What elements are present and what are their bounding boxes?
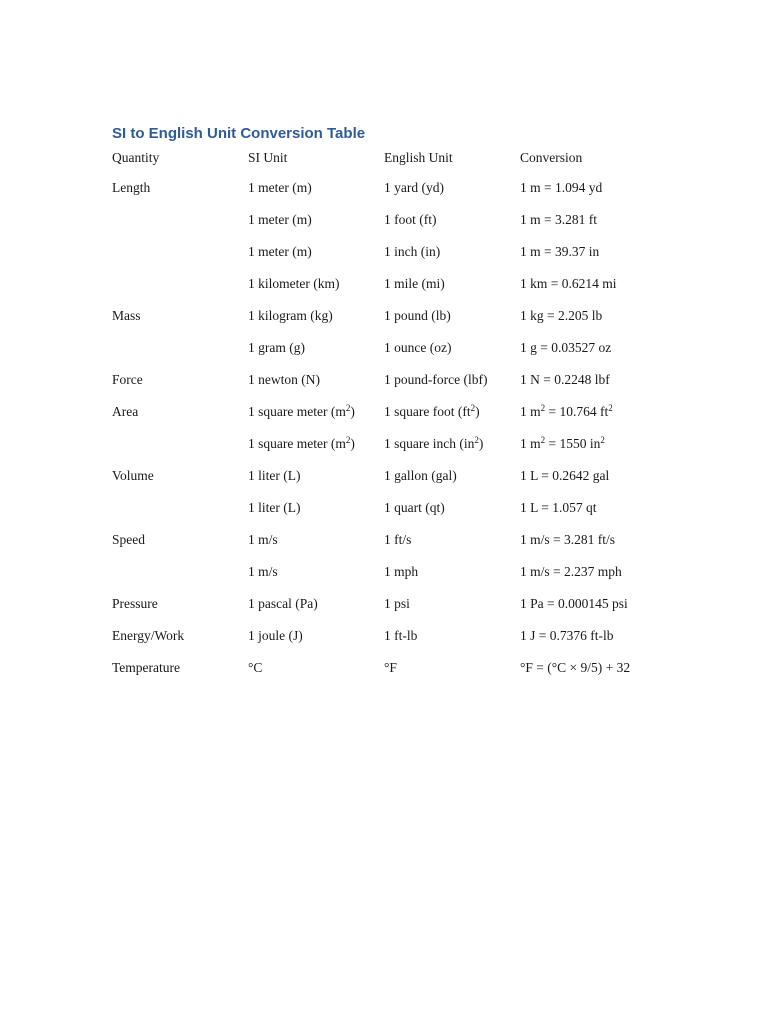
cell-english-unit: 1 psi — [384, 596, 410, 611]
header-quantity: Quantity — [112, 150, 160, 165]
table-header-row — [112, 150, 672, 180]
cell-quantity: Volume — [112, 468, 154, 483]
cell-conversion: 1 m = 39.37 in — [520, 244, 600, 259]
table-row — [112, 500, 672, 532]
cell-quantity: Length — [112, 180, 151, 195]
cell-conversion: 1 J = 0.7376 ft-lb — [520, 628, 614, 643]
table-row — [112, 212, 672, 244]
cell-quantity: Temperature — [112, 660, 181, 675]
cell-si-unit: 1 joule (J) — [248, 628, 303, 643]
cell-conversion: 1 m/s = 3.281 ft/s — [520, 532, 615, 547]
table-row — [112, 372, 672, 404]
cell-si-unit: 1 meter (m) — [248, 180, 312, 195]
cell-quantity — [112, 212, 248, 244]
table-row — [112, 436, 672, 468]
document-page — [112, 124, 672, 692]
cell-conversion: 1 kg = 2.205 lb — [520, 308, 603, 323]
cell-english-unit: 1 square foot $(ft^2)$ — [384, 403, 480, 419]
cell-si-unit: 1 kilogram (kg) — [248, 308, 333, 323]
table-row — [112, 596, 672, 628]
cell-quantity — [112, 436, 248, 468]
cell-conversion: °F = (°C × 9/5) + 32 — [520, 660, 631, 675]
table-row — [112, 340, 672, 372]
table-row — [112, 532, 672, 564]
cell-english-unit: 1 ounce (oz) — [384, 340, 452, 355]
cell-conversion: 1 m = 3.281 ft — [520, 212, 597, 227]
cell-english-unit: 1 mph — [384, 564, 419, 579]
cell-conversion: 1 $m^2 = 1550$ $in^2$ — [520, 435, 605, 451]
cell-conversion: 1 m = 1.094 yd — [520, 180, 603, 195]
cell-conversion: 1 Pa = 0.000145 psi — [520, 596, 628, 611]
cell-quantity — [112, 340, 248, 372]
cell-quantity: Pressure — [112, 596, 158, 611]
page-title: SI to English Unit Conversion Table — [112, 125, 366, 142]
cell-conversion: 1 L = 1.057 qt — [520, 500, 597, 515]
cell-si-unit: 1 meter (m) — [248, 212, 312, 227]
cell-si-unit: 1 liter (L) — [248, 500, 301, 515]
cell-si-unit: 1 square meter $(m^2)$ — [248, 403, 355, 419]
cell-english-unit: 1 foot (ft) — [384, 212, 437, 227]
cell-si-unit: 1 m/s — [248, 564, 278, 579]
table-row — [112, 660, 672, 692]
table-row — [112, 628, 672, 660]
cell-conversion: 1 g = 0.03527 oz — [520, 340, 612, 355]
cell-si-unit: 1 kilometer (km) — [248, 276, 340, 291]
conversion-table — [112, 150, 672, 692]
cell-english-unit: 1 yard (yd) — [384, 180, 444, 195]
cell-quantity: Area — [112, 404, 139, 419]
table-row — [112, 308, 672, 340]
cell-conversion: 1 $m^2 = 10.764$ $ft^2$ — [520, 403, 613, 419]
cell-si-unit: 1 square meter $(m^2)$ — [248, 435, 355, 451]
cell-conversion: 1 m/s = 2.237 mph — [520, 564, 622, 579]
header-english-unit: English Unit — [384, 150, 453, 165]
cell-si-unit: 1 m/s — [248, 532, 278, 547]
cell-quantity: Mass — [112, 308, 141, 323]
cell-english-unit: 1 gallon (gal) — [384, 468, 457, 483]
cell-quantity: Force — [112, 372, 143, 387]
cell-english-unit: 1 ft-lb — [384, 628, 418, 643]
cell-quantity — [112, 500, 248, 532]
table-row — [112, 244, 672, 276]
cell-english-unit: 1 quart (qt) — [384, 500, 445, 515]
cell-si-unit: 1 pascal (Pa) — [248, 596, 318, 611]
cell-quantity — [112, 244, 248, 276]
cell-english-unit: 1 mile (mi) — [384, 276, 445, 291]
cell-si-unit: 1 meter (m) — [248, 244, 312, 259]
table-row — [112, 404, 672, 436]
cell-quantity: Energy/Work — [112, 628, 185, 643]
cell-quantity — [112, 564, 248, 596]
cell-english-unit: 1 inch (in) — [384, 244, 441, 259]
cell-si-unit: 1 gram (g) — [248, 340, 305, 355]
header-conversion: Conversion — [520, 150, 583, 165]
cell-english-unit: 1 square inch $(in^2)$ — [384, 435, 484, 451]
table-row — [112, 468, 672, 500]
cell-english-unit: 1 pound (lb) — [384, 308, 451, 323]
cell-conversion: 1 km = 0.6214 mi — [520, 276, 617, 291]
cell-quantity: Speed — [112, 532, 145, 547]
cell-si-unit: 1 liter (L) — [248, 468, 301, 483]
table-body — [112, 180, 672, 692]
cell-quantity — [112, 276, 248, 308]
cell-english-unit: °F — [384, 660, 397, 675]
table-row — [112, 276, 672, 308]
header-si-unit: SI Unit — [248, 150, 288, 165]
cell-english-unit: 1 ft/s — [384, 532, 412, 547]
cell-si-unit: 1 newton (N) — [248, 372, 320, 387]
cell-conversion: 1 N = 0.2248 lbf — [520, 372, 610, 387]
cell-si-unit: °C — [248, 660, 263, 675]
table-row — [112, 180, 672, 212]
table-row — [112, 564, 672, 596]
cell-english-unit: 1 pound-force (lbf) — [384, 372, 488, 387]
cell-conversion: 1 L = 0.2642 gal — [520, 468, 610, 483]
